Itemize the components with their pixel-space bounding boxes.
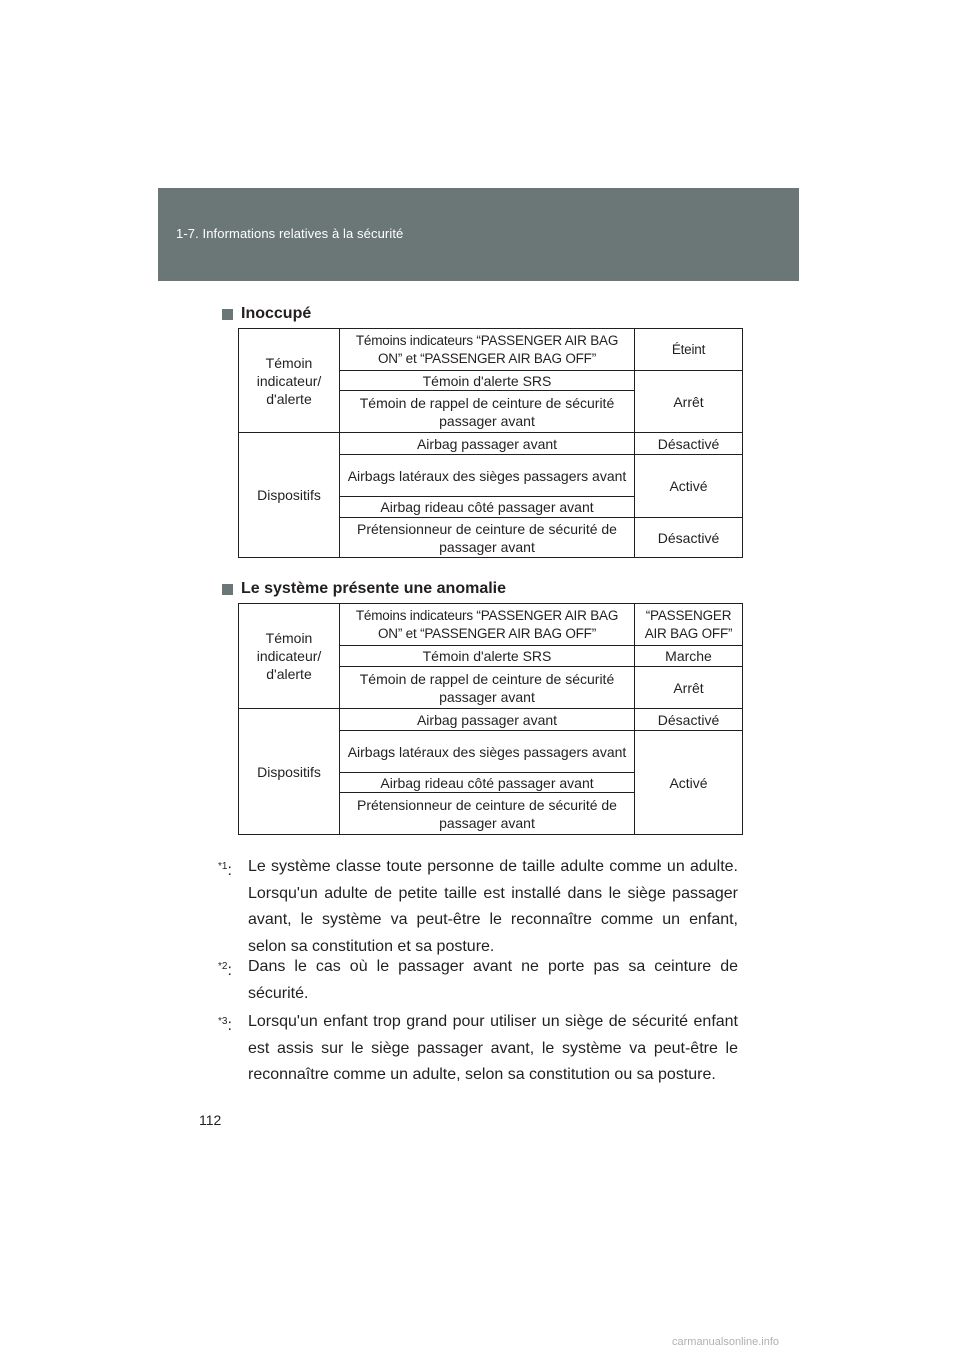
row-item: Témoins indicateurs “PASSENGER AIR BAG ON” et “PASSENGER AIR BAG OFF” [340, 329, 635, 371]
row-state: Activé [635, 731, 743, 835]
group-label: Dispositifs [239, 433, 340, 558]
status-table-inoccupe [238, 328, 743, 558]
row-item: Témoin d'alerte SRS [340, 646, 635, 667]
row-item: Prétensionneur de ceinture de sécurité de passager avant [340, 793, 635, 835]
footnote-3: $^{*3}$: Lorsqu'un enfant trop grand pour utiliser un siège de sécurité enfant est assis sur le siège passager avant, le système va peut-être le reconnaître comme un adulte, selon sa constitution ou sa posture. [218, 1009, 738, 1089]
table-row [239, 604, 743, 646]
footnote-text: Dans le cas où le passager avant ne porte pas sa ceinture de sécurité. [248, 958, 738, 1002]
row-item: Témoin d'alerte SRS [340, 371, 635, 391]
row-state: Désactivé [635, 709, 743, 731]
footnote-text: Lorsqu'un enfant trop grand pour utiliser un siège de sécurité enfant est assis sur le siège passager avant, le système va peut-être le reconnaître comme un adulte, selon sa constitution ou sa posture. [248, 1013, 738, 1083]
heading-inoccupe [222, 305, 311, 323]
square-bullet-icon [222, 584, 233, 595]
row-item: Témoin de rappel de ceinture de sécurité passager avant [340, 667, 635, 709]
table-row [239, 709, 743, 731]
row-state: Arrêt [635, 667, 743, 709]
footnote-mark: *3 [218, 1016, 228, 1027]
row-state: Marche [635, 646, 743, 667]
watermark: carmanualsonline.info [672, 1336, 780, 1348]
footnote-2: $^{*2}$: Dans le cas où le passager avant ne porte pas sa ceinture de sécurité. [218, 954, 738, 1007]
row-item: Airbags latéraux des sièges passagers avant [340, 455, 635, 497]
table-row [239, 329, 743, 371]
group-label: Témoin indicateur/ d'alerte [239, 604, 340, 709]
footnote-1: $^{*1}$: Le système classe toute personne de taille adulte comme un adulte. Lorsqu'un adulte de petite taille est installé dans le siège passager avant, le système va peut-être le reconnaître comme un enfant, selon sa constitution et sa posture. [218, 854, 738, 960]
page-number: 112 [199, 1112, 222, 1128]
row-item: Airbag passager avant [340, 709, 635, 731]
heading-text: Inoccupé [241, 305, 312, 322]
heading-text: Le système présente une anomalie [241, 580, 506, 597]
row-item: Airbags latéraux des sièges passagers avant [340, 731, 635, 773]
row-state: Désactivé [635, 433, 743, 455]
row-state: Arrêt [635, 371, 743, 433]
row-item: Airbag rideau côté passager avant [340, 497, 635, 518]
table-row [239, 433, 743, 455]
group-label: Dispositifs [239, 709, 340, 835]
group-label: Témoin indicateur/ d'alerte [239, 329, 340, 433]
row-item: Témoin de rappel de ceinture de sécurité passager avant [340, 391, 635, 433]
heading-anomalie [222, 580, 506, 598]
row-state: Activé [635, 455, 743, 518]
section-title: 1-7. Informations relatives à la sécurité [176, 226, 404, 241]
footnote-text: Le système classe toute personne de taille adulte comme un adulte. Lorsqu'un adulte de petite taille est installé dans le siège passager avant, le système va peut-être le reconnaître comme un enfant, selon sa constitution et sa posture. [248, 858, 738, 955]
row-item: Témoins indicateurs “PASSENGER AIR BAG ON” et “PASSENGER AIR BAG OFF” [340, 604, 635, 646]
row-state: “PASSENGER AIR BAG OFF” [635, 604, 743, 646]
status-table-anomalie [238, 603, 743, 835]
row-state: Désactivé [635, 518, 743, 558]
footnote-mark: *2 [218, 961, 228, 972]
footnote-mark: *1 [218, 861, 228, 872]
square-bullet-icon [222, 309, 233, 320]
row-item: Airbag passager avant [340, 433, 635, 455]
row-state: Éteint [635, 329, 743, 371]
row-item: Prétensionneur de ceinture de sécurité de passager avant [340, 518, 635, 558]
row-item: Airbag rideau côté passager avant [340, 773, 635, 793]
